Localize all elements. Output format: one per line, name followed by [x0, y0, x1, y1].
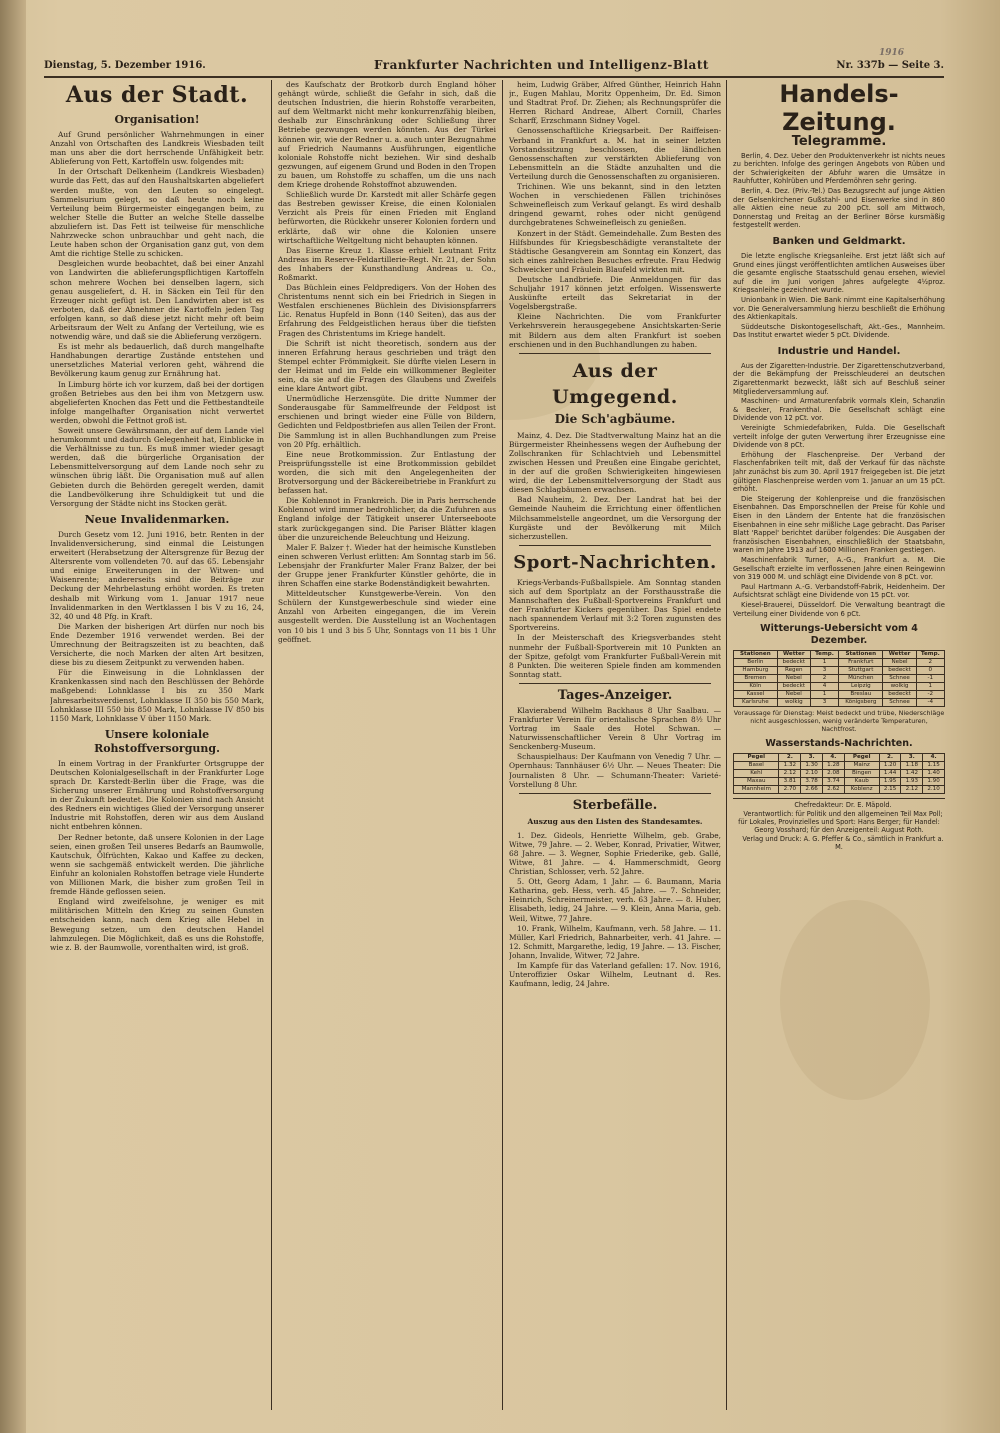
paragraph: Berlin, 4. Dez. (Priv.-Tel.) Das Bezugsrecht auf junge Aktien der Gelsenkirchener Gußstahl- und Eisenwerke sind in 860 alle Aktien eine neue zu 200 pCt. soll am Mittwoch, Donnerstag und Freitag an der Berliner Börse kursmäßig festgestellt werden.	[733, 186, 945, 230]
table-cell: Regen	[777, 667, 810, 675]
table-cell: 1.28	[822, 762, 844, 770]
table-cell: 2.08	[822, 770, 844, 778]
table-cell: 2.70	[779, 786, 801, 794]
table-cell: 1	[810, 659, 838, 667]
column-rule	[726, 80, 727, 1410]
divider	[519, 793, 711, 794]
divider	[519, 545, 711, 546]
divider	[519, 683, 711, 684]
column-rule	[502, 80, 503, 1410]
table-cell: Kehl	[734, 770, 779, 778]
paragraph: Durch Gesetz vom 12. Juni 1916, betr. Renten in der Invalidenversicherung, sind einmal die Leistungen erweitert (Herabsetzung der Altersgrenze für Bezug der Altersrente vom vollendeten 70. auf das 65. Lebensjahr und einige Erweiterungen in der Witwen- und Waisenrente; andererseits sind die Beiträge zur Deckung der Mehrbelastung erhöht worden. Es treten deshalb mit Wirkung vom 1. Januar 1917 neue Invalidenmarken in den Wertklassen I bis V zu 16, 24, 32, 40 und 48 Pfg. in Kraft.	[50, 529, 264, 621]
table-row	[734, 786, 945, 794]
binding-edge	[0, 0, 26, 1433]
table-cell: 2.62	[822, 786, 844, 794]
table-header-cell: 3.	[901, 754, 923, 762]
article-title: Organisation!	[114, 113, 200, 126]
paragraph: Desgleichen wurde beobachtet, daß bei einer Anzahl von Landwirten die ablieferungspflichtigen Kartoffeln schon mehrere Wochen bei denselben lagern, sich genau ausgeliefert, d. H. in Säcken ein Teil für den Erzeuger nicht gefügt ist. Den Landwirten aber ist es verboten, daß der Abnehmer die Kartoffeln jeden Tag erfolgen kann, so daß diese jetzt nicht mehr oft beim Arbeitsraum der Welt zu Anfang der Verteilung, wie es notwendig wäre, und daß sie die Ablieferung verzögern.	[50, 259, 264, 342]
paragraph: Mitteldeutscher Kunstgewerbe-Verein. Von den Schülern der Kunstgewerbeschule sind wieder eine Anzahl von Arbeiten eingegangen, die im Verein ausgestellt werden. Die Ausstellung ist an Wochentagen von 10 bis 1 und 3 bis 5 Uhr, Sonntags von 11 bis 1 Uhr geöffnet.	[278, 589, 496, 644]
paragraph: Deutsche Landbriefe. Die Anmeldungen für das Schuljahr 1917 können jetzt erfolgen. Wissenswerte Auskünfte erteilt das Sekretariat in der Vogelsbergstraße.	[509, 274, 721, 312]
table-cell: Schnee	[883, 675, 916, 683]
paragraph: Die Marken der bisherigen Art dürfen nur noch bis Ende Dezember 1916 verwendet werden. Bei der Umrechnung der Beitragszeiten ist zu beachten, daß Versicherte, die noch Marken der alten Art besitzen, diese bis zu diesem Zeitpunkt zu verwenden haben.	[50, 621, 264, 668]
table-cell: -4	[916, 699, 944, 707]
table-cell: Koblenz	[844, 786, 879, 794]
page-header	[44, 48, 944, 76]
paragraph: Kriegs-Verbands-Fußballspiele. Am Sonntag standen sich auf dem Sportplatz an der Forsthausstraße die Mannschaften des Fußball-Sportvereins Frankfurt und der Frankfurter Kickers gegenüber. Das Spiel endete nach spannendem Verlauf mit 3:2 Toren zugunsten des Sportvereins.	[509, 577, 721, 633]
paragraph: England wird zweifelsohne, je weniger es mit militärischen Mitteln den Krieg zu seinen Gunsten entscheiden kann, nach dem Krieg alle Hebel in Bewegung setzen, um den deutschen Handel lahmzulegen. Die Möglichkeit, daß es uns die Rohstoffe, wie z. B. der Baumwolle, vorenthalten wird, ist groß.	[50, 897, 264, 952]
banken-text	[733, 252, 945, 340]
water-title: Wasserstands-Nachrichten.	[765, 738, 913, 750]
column-4	[733, 80, 945, 1410]
table-header-cell: Wetter	[883, 651, 916, 659]
col2-intro	[278, 80, 496, 245]
masthead: Frankfurter Nachrichten und Intelligenz-Blatt	[374, 58, 709, 72]
paragraph: Verlag und Druck: A. G. Pfeffer & Co., sämtlich in Frankfurt a. M.	[742, 835, 944, 852]
paragraph: In Limburg hörte ich vor kurzem, daß bei der dortigen großen Betriebes aus den bei ihm von Metzgern usw. abgelieferten Knochen das Fett und die Fettbestandteile infolge mangelhafter Organisation nicht verwertet werden, obwohl die Fettnot groß ist.	[50, 379, 264, 425]
table-row	[734, 691, 945, 699]
table-row	[734, 683, 945, 691]
paragraph: Konzert in der Städt. Gemeindehalle. Zum Besten des Hilfsbundes für Kriegsbeschädigte veranstaltete der Städtische Gesangverein am Sonntag ein Konzert, das sich eines zahlreichen Besuches erfreute. Frau Hedwig Schweicker und Fräulein Blaufeld wirkten mit.	[509, 228, 721, 274]
page-number: Nr. 337b — Seite 3.	[836, 60, 944, 71]
table-cell: 1.18	[901, 762, 923, 770]
table-cell: 1.90	[923, 778, 945, 786]
table-cell: 1.40	[923, 770, 945, 778]
table-cell: 1	[916, 683, 944, 691]
table-cell: Stuttgart	[839, 667, 883, 675]
paragraph: Genossenschaftliche Kriegsarbeit. Der Raiffeisen-Verband in Frankfurt a. M. hat in seiner letzten Vorstandssitzung beschlossen, die ländlichen Genossenschaften zur verstärkten Ablieferung von Lebensmitteln an die Städte anzuhalten und die Verteilung durch die Genossenschaften zu organisieren.	[509, 126, 721, 181]
col3-intro	[509, 80, 721, 349]
table-header-row	[734, 651, 945, 659]
table-header-cell: 4.	[923, 754, 945, 762]
table-cell: Kassel	[734, 691, 778, 699]
paragraph: Klavierabend Wilhelm Backhaus 8 Uhr Saalbau. — Frankfurter Verein für orientalische Sprachen 8½ Uhr Vortrag im Saale des Hotel Schwan. — Naturwissenschaftlicher Verein 8 Uhr Vortrag im Senckenberg-Museum.	[509, 705, 721, 752]
paragraph: Soweit unsere Gewährsmann, der auf dem Lande viel herumkommt und dadurch Gelegenheit hat, Einblicke in die Verhältnisse zu tun. Es muß immer wieder gesagt werden, daß die bürgerliche Organisation der Lebensmittelversorgung auf dem Lande noch sehr zu wünschen übrig läßt. Die Organisation muß auf allen Gebieten durch die Behörden geregelt werden, damit die Landbevölkerung ihre Schuldigkeit tut und die Versorgung der Städte nicht ins Stocken gerät.	[50, 426, 264, 508]
table-cell: Nebel	[777, 691, 810, 699]
table-cell: 2	[810, 675, 838, 683]
table-row	[734, 699, 945, 707]
paragraph: Chefredakteur: Dr. E. Mäpold.	[794, 801, 892, 810]
paragraph: Die Kohlennot in Frankreich. Die in Paris herrschende Kohlennot wird immer bedrohlicher, da die Zufuhren aus England infolge der Tätigkeit unserer Unterseeboote stark zurückgegangen sind. Die Pariser Blätter klagen über die unzureichende Beleuchtung und Heizung.	[278, 496, 496, 542]
paragraph: Das Eiserne Kreuz 1. Klasse erhielt Leutnant Fritz Andreas im Reserve-Feldartillerie-Regt. Nr. 21, der Sohn des Inhabers der Kunsthandlung Andreas u. Co., Roßmarkt.	[278, 245, 496, 282]
paragraph: Maschinen- und Armaturenfabrik vormals Klein, Schanzlin & Becker, Frankenthal. Die Gesellschaft schlägt eine Dividende von 12 pCt. vor.	[733, 397, 945, 423]
table-cell: -2	[916, 691, 944, 699]
table-cell: Köln	[734, 683, 778, 691]
section-title-sport: Sport-Nachrichten.	[513, 551, 717, 573]
table-cell: Mainz	[844, 762, 879, 770]
table-cell: 3.74	[822, 778, 844, 786]
paragraph: Bad Nauheim, 2. Dez. Der Landrat hat bei der Gemeinde Nauheim die Errichtung einer öffentlichen Milchsammelstelle angeordnet, um die Versorgung der Kurgäste und der Bevölkerung mit Milch sicherzustellen.	[509, 495, 721, 541]
table-cell: 1.95	[879, 778, 901, 786]
table-cell: -1	[916, 675, 944, 683]
table-header-cell: Pegel	[734, 754, 779, 762]
paragraph: Auf Grund persönlicher Wahrnehmungen in einer Anzahl von Ortschaften des Landkreis Wiesbaden teilt man uns aber die dort herrschende Unfähigkeit betr. Ablieferung von Fett, Kartoffeln usw. folgendes mit:	[50, 130, 264, 167]
tages-text	[509, 706, 721, 789]
table-header-cell: Stationen	[839, 651, 883, 659]
table-cell: Mannheim	[734, 786, 779, 794]
table-cell: 2.66	[801, 786, 823, 794]
table-cell: 3	[810, 667, 838, 675]
table-row	[734, 770, 945, 778]
table-header-cell: Wetter	[777, 651, 810, 659]
table-cell: 4	[810, 683, 838, 691]
paragraph: Maler F. Balzer †. Wieder hat der heimische Kunstleben einen schweren Verlust erlitten: Am Sonntag starb im 56. Lebensjahr der Frankfurter Maler Franz Balzer, der bei der Gruppe jener Frankfurter Künstler gehörte, die in ihren Schaffen eine starke Bodenständigkeit bewahrten.	[278, 542, 496, 589]
paragraph: Kleine Nachrichten. Die vom Frankfurter Verkehrsverein herausgegebene Ansichtskarten-Serie mit Bildern aus dem alten Frankfurt ist soeben erschienen und in den Buchhandlungen zu haben.	[509, 312, 721, 349]
table-cell: Schnee	[883, 699, 916, 707]
table-cell: 0	[916, 667, 944, 675]
table-cell: Kaub	[844, 778, 879, 786]
table-row	[734, 778, 945, 786]
header-rule	[44, 76, 944, 78]
umgegend-text	[509, 431, 721, 541]
paragraph: Die Steigerung der Kohlenpreise und die französischen Eisenbahnen. Das Emporschnellen der Preise für Kohle und Eisen in den Ländern der Entente hat die französischen Eisenbahnen in eine sehr mißliche Lage gebracht. Das Pariser Blatt 'Rappel' berichtet darüber folgendes: Die Ausgaben der französischen Eisenbahnen, einschließlich der Staatsbahn, waren im Jahre 1913 auf 1600 Millionen Franken gestiegen.	[733, 494, 945, 555]
table-cell: 2.10	[801, 770, 823, 778]
table-cell: 1.32	[779, 762, 801, 770]
table-cell: 2.10	[923, 786, 945, 794]
paragraph: In der Meisterschaft des Kriegsverbandes steht nunmehr der Fußball-Sportverein mit 10 Punkten an der Spitze, gefolgt vom Frankfurter Fußball-Verein mit 8 Punkten. Die weiteren Spiele finden am kommenden Sonntag statt.	[509, 633, 721, 679]
table-cell: München	[839, 675, 883, 683]
industrie-text	[733, 362, 945, 618]
column-2	[278, 80, 496, 1410]
paragraph: Es ist mehr als bedauerlich, daß durch mangelhafte Handhabungen derartige Zustände entstehen und unersetzliches Material verloren geht, während die Bevölkerung kaum genug zur Ernährung hat.	[50, 342, 264, 379]
paragraph: Eine neue Brotkommission. Zur Entlastung der Preisprüfungsstelle ist eine Brotkommission gebildet worden, die sich mit den Angelegenheiten der Brotversorgung und der Bäckereibetriebe in Frankfurt zu befassen hat.	[278, 449, 496, 496]
table-cell: 3	[810, 699, 838, 707]
table-row	[734, 659, 945, 667]
table-header-cell: Temp.	[810, 651, 838, 659]
paragraph: In einem Vortrag in der Frankfurter Ortsgruppe der Deutschen Kolonialgesellschaft in der Frankfurter Loge sprach Dr. Karstedt-Berlin über die Frage, was die Sicherung unserer Ernährung und Rohstoffversorgung in der Zukunft bedeutet. Die Kolonien sind nach Ansicht des Redners ein wichtiges Glied der Versorgung unserer Industrie mit Rohstoffen, deren wir aus dem Ausland nicht entbehren können.	[50, 758, 264, 832]
table-cell: Karlsruhe	[734, 699, 778, 707]
paragraph: Süddeutsche Diskontogesellschaft, Akt.-Ges., Mannheim. Das Institut erwartet wieder 5 pCt. Dividende.	[733, 322, 945, 340]
sport-text	[509, 578, 721, 679]
table-cell: 1.20	[879, 762, 901, 770]
table-cell: Königsberg	[839, 699, 883, 707]
table-cell: Nebel	[777, 675, 810, 683]
handels-zeitung-title: Handels-Zeitung.	[779, 80, 899, 136]
divider	[519, 353, 711, 354]
table-cell: Leipzig	[839, 683, 883, 691]
table-cell: wolkig	[883, 683, 916, 691]
paragraph: Kiesel-Brauerei, Düsseldorf. Die Verwaltung beantragt die Verteilung einer Dividende von 6 pCt.	[733, 600, 945, 618]
column-rule	[271, 80, 272, 1410]
paragraph: des Kaufschatz der Brotkorb durch England höher gehängt würde, schließt die Gefahr in sich, daß die deutschen Industrien, die hierin Rohstoffe verarbeiten, auf dem Weltmarkt nicht mehr konkurrenzfähig bleiben, deshalb zur Einschränkung oder Schließung ihrer Betriebe gezwungen werden könnten. Aus der Türkei können wir, wie der Redner u. a. auch unter Bezugnahme auf Friedrich Naumanns Ausführungen, eigentliche koloniale Rohstoffe nicht beziehen. Wir sind deshalb gezwungen, auf eigenem Grund und Boden in den Tropen zu bauen, um Rohstoffe zu schaffen, um die uns nach dem Kriege drohende Rohstoffnot abzuwenden.	[278, 80, 496, 190]
table-header-cell: 3.	[801, 754, 823, 762]
imprint	[733, 798, 945, 851]
section-title-umgegend: Aus der Umgegend.	[552, 359, 678, 408]
table-cell: 2.12	[901, 786, 923, 794]
telegramme-text	[733, 152, 945, 230]
header-date: Dienstag, 5. Dezember 1916.	[44, 60, 206, 71]
tages-anzeiger-title: Tages-Anzeiger.	[557, 687, 673, 703]
paragraph: Die letzte englische Kriegsanleihe. Erst jetzt läßt sich auf Grund eines jüngst veröffentlichten amtlichen Ausweises über die gesamte englische Staatsschuld genau ersehen, wieviel auf die im Juni vorigen Jahres aufgelegte 4½proz. Kriegsanleihe gezeichnet wurde.	[733, 251, 945, 295]
column-3	[509, 80, 721, 1410]
paragraph: heim, Ludwig Gräber, Alfred Günther, Heinrich Hahn jr., Eugen Mahlau, Moritz Oppenheim, Dr. Ed. Simon und Stadtrat Prof. Dr. Ziehen; als Rechnungsprüfer die Herren Richard Andreae, Albert Cornill, Charles Scharff, Erzschmann Sidney Vogel.	[509, 80, 721, 126]
sterbe-text	[509, 831, 721, 989]
col2-articles	[278, 246, 496, 644]
table-header-cell: 2.	[779, 754, 801, 762]
paragraph: Vereinigte Schmiedefabriken, Fulda. Die Gesellschaft verteilt infolge der guten Verwertung ihrer Erzeugnisse eine Dividende von 8 pCt.	[733, 424, 945, 450]
table-cell: 2.12	[779, 770, 801, 778]
paragraph: Schließlich wurde Dr. Karstedt mit aller Schärfe gegen das Bestreben gewisser Kreise, die einen Kolonialen Verzicht als Preis für einen Frieden mit England befürworten, die Rückkehr unserer Kolonien fordern und erklärte, daß wir ohne die Kolonien unsere wirtschaftliche Weltgeltung nicht behaupten können.	[278, 190, 496, 245]
column-1	[50, 80, 264, 1410]
banken-title: Banken und Geldmarkt.	[772, 235, 906, 247]
table-cell: Basel	[734, 762, 779, 770]
pencil-note: 1916	[878, 48, 904, 58]
table-cell: 1.42	[901, 770, 923, 778]
table-cell: Hamburg	[734, 667, 778, 675]
paragraph: Verantwortlich: für Politik und den allgemeinen Teil Max Poll; für Lokales, Provinzielles und Sport: Hans Berger; für Handel: Georg Vosshard; für den Anzeigenteil: August Roth.	[738, 810, 943, 835]
table-cell: Breslau	[839, 691, 883, 699]
paragraph: Paul Hartmann A.-G. Verbandstoff-Fabrik, Heidenheim. Der Aufsichtsrat schlägt eine Dividende von 15 pCt. vor.	[733, 582, 945, 600]
paragraph: Erhöhung der Flaschenpreise. Der Verband der Flaschenfabriken teilt mit, daß der Verkauf für das nächste Jahr zunächst bis zum 30. April 1917 freigegeben ist. Die jetzt gültigen Flaschenpreise werden vom 1. Januar an um 15 pCt. erhöht.	[733, 450, 945, 494]
table-header-row	[734, 754, 945, 762]
table-row	[734, 667, 945, 675]
table-cell: 3.81	[779, 778, 801, 786]
col1-articles	[50, 113, 264, 952]
table-header-cell: Temp.	[916, 651, 944, 659]
paragraph: In der Ortschaft Delkenheim (Landkreis Wiesbaden) wurde das Fett, das auf den Haushaltskarten abgeliefert werden mußte, von den Leuten so eingelegt. Sammelsurium gelegt, so daß heute noch keine Verteilung beim Bürgermeister eingegangen beim, zu welcher Stelle die Butter an welche Stelle dasselbe abzuliefern ist. Das Fett ist teilweise für menschliche Nahrzwecke schon unbrauchbar und geht nach, die Leute haben schon der Organisation ganz gut, von dem Amt die richtige Stelle zu schicken.	[50, 167, 264, 259]
paragraph: Unionbank in Wien. Die Bank nimmt eine Kapitalserhöhung vor. Die Generalversammlung hierzu beschließt die Erhöhung des Aktienkapitals.	[733, 295, 945, 322]
paragraph: Der Redner betonte, daß unsere Kolonien in der Lage seien, einen großen Teil unseres Bedarfs an Baumwolle, Kautschuk, Ölfrüchten, Kakao und Kaffee zu decken, wenn sie sachgemäß entwickelt werden. Die jährliche Einfuhr an kolonialen Rohstoffen betrage viele Hunderte von Millionen Mark, die bisher zum großen Teil in fremde Hände geflossen seien.	[50, 832, 264, 897]
paragraph: Die Schrift ist nicht theoretisch, sondern aus der inneren Erfahrung heraus geschrieben und trägt den Stempel echter Frömmigkeit. Sie dürfte vielen Lesern in der Heimat und im Felde ein willkommener Begleiter sein, da sie auf die Fragen des Glaubens und Zweifels eine klare Antwort gibt.	[278, 338, 496, 394]
telegramme-subtitle: Telegramme.	[791, 134, 887, 149]
table-cell: bedeckt	[883, 667, 916, 675]
paragraph: Das Büchlein eines Feldpredigers. Von der Hohen des Christentums nennt sich ein bei Friedrich in Siegen in Westfalen erschienenes Büchlein des Divisionspfarrers Lic. Renatus Hupfeld in Bonn (140 Seiten), das aus der Erfahrung des Feldgeistlichen heraus über die tiefsten Fragen des Christentums im Kriege handelt.	[278, 283, 496, 338]
paragraph: Trichinen. Wie uns bekannt, sind in den letzten Wochen in verschiedenen Fällen trichinöses Schweinefleisch zum Verkauf gelangt. Es wird deshalb dringend gewarnt, rohes oder nicht genügend durchgebratenes Schweinefleisch zu genießen.	[509, 182, 721, 228]
weather-forecast: Voraussage für Dienstag: Meist bedeckt und trübe, Niederschläge nicht ausgeschlossen, wenig veränderte Temperaturen, Nachtfrost.	[733, 709, 945, 734]
table-cell: 2	[916, 659, 944, 667]
table-cell: Frankfurt	[839, 659, 883, 667]
paragraph: Maschinenfabrik Turner, A.-G., Frankfurt a. M. Die Gesellschaft erzielte im verflossenen Jahre einen Reingewinn von 319 000 M. und schlägt eine Dividende von 8 pCt. vor.	[733, 555, 945, 582]
table-header-cell: 2.	[879, 754, 901, 762]
sterbefaelle-title: Sterbefälle.	[572, 797, 658, 813]
article-title: Unsere koloniale Rohstoffversorgung.	[94, 727, 220, 755]
table-cell: 2.15	[879, 786, 901, 794]
table-cell: Berlin	[734, 659, 778, 667]
paragraph: Schauspielhaus: Der Kaufmann von Venedig 7 Uhr. — Opernhaus: Tannhäuser 6½ Uhr. — Neues Theater: Die Journalisten 8 Uhr. — Schumann-Theater: Varieté-Vorstellung 8 Uhr.	[509, 752, 721, 789]
table-cell: 3.78	[801, 778, 823, 786]
section-title-aus-der-stadt: Aus der Stadt.	[65, 82, 249, 108]
table-cell: 1.44	[879, 770, 901, 778]
table-cell: Bingen	[844, 770, 879, 778]
table-cell: wolkig	[777, 699, 810, 707]
weather-table	[733, 650, 945, 707]
paragraph: 1. Dez. Gideols, Henriette Wilhelm, geb. Grabe, Witwe, 79 Jahre. — 2. Weber, Konrad, Privatier, Witwer, 68 Jahre. — 3. Wegner, Sophie Friederike, geb. Gallé, Witwe, 81 Jahre. — 4. Hammerschmidt, Georg Christian, Schlosser, verh. 52 Jahre.	[509, 830, 721, 877]
article-title: Neue Invalidenmarken.	[84, 512, 230, 526]
subsection-title: Die Sch'agbäume.	[554, 411, 676, 426]
paragraph: Im Kampfe für das Vaterland gefallen: 17. Nov. 1916, Unteroffizier Oskar Wilhelm, Leutnant d. Res. Kaufmann, ledig, 24 Jahre.	[509, 961, 721, 989]
table-row	[734, 675, 945, 683]
paragraph: Berlin, 4. Dez. Ueber den Produktenverkehr ist nichts neues zu berichten. Infolge des geringen Angebots von Rüben und der Schwierigkeiten der Abfuhr waren die Umsätze in Rauhfutter, Kohlrüben und Pferdemöhren sehr gering.	[733, 151, 945, 186]
table-cell: 1.15	[923, 762, 945, 770]
table-cell: bedeckt	[883, 691, 916, 699]
table-header-cell: 4.	[822, 754, 844, 762]
table-cell: Maxau	[734, 778, 779, 786]
paragraph: Unermüdliche Herzensgüte. Die dritte Nummer der Sonderausgabe für Sammelfreunde der Feldpost ist erschienen und bringt wieder eine Fülle von Bildern, Gedichten und Feldpostbriefen aus allen Teilen der Front. Die Sammlung ist in allen Buchhandlungen zum Preise von 20 Pfg. erhältlich.	[278, 394, 496, 449]
table-cell: 1	[810, 691, 838, 699]
table-row	[734, 762, 945, 770]
weather-title: Witterungs-Uebersicht vom 4 Dezember.	[760, 623, 918, 647]
table-cell: bedeckt	[777, 659, 810, 667]
table-cell: bedeckt	[777, 683, 810, 691]
table-cell: 1.30	[801, 762, 823, 770]
paragraph: Für die Einweisung in die Lohnklassen der Krankenkassen sind nach den Beschlüssen der Behörde maßgebend: Lohnklasse I bis zu 350 Mark Jahresarbeitsverdienst, Lohnklasse II 350 bis 550 Mark, Lohnklasse III 550 bis 850 Mark, Lohnklasse IV 850 bis 1150 Mark, Lohnklasse V über 1150 Mark.	[50, 668, 264, 723]
table-cell: Bremen	[734, 675, 778, 683]
table-header-cell: Pegel	[844, 754, 879, 762]
sterbefaelle-subtitle: Auszug aus den Listen des Standesamtes.	[527, 816, 703, 826]
paragraph: Aus der Zigaretten-Industrie. Der Zigarettenschutzverband, der die Bekämpfung der Preisschleuderei an deutschen Zigarettenmarkt bezweckt, läßt sich auf Beschluß seiner Mitgliederversammlung auf.	[733, 361, 945, 396]
industrie-title: Industrie und Handel.	[777, 345, 901, 357]
table-cell: 1.93	[901, 778, 923, 786]
table-header-cell: Stationen	[734, 651, 778, 659]
water-table	[733, 753, 945, 794]
table-cell: Nebel	[883, 659, 916, 667]
paragraph: 10. Frank, Wilhelm, Kaufmann, verh. 58 Jahre. — 11. Müller, Karl Friedrich, Bahnarbeiter, verh. 41 Jahre. — 12. Schmitt, Margarethe, ledig, 19 Jahre. — 13. Fischer, Johann, Invalide, Witwer, 72 Jahre.	[509, 923, 721, 960]
paragraph: 5. Ott, Georg Adam, 1 Jahr. — 6. Baumann, Maria Katharina, geb. Hess, verh. 45 Jahre. — 7. Schneider, Heinrich, Schreinermeister, verh. 63 Jahre. — 8. Huber, Elisabeth, ledig, 24 Jahre. — 9. Klein, Anna Maria, geb. Weil, Witwe, 77 Jahre.	[509, 877, 721, 923]
paragraph: Mainz, 4. Dez. Die Stadtverwaltung Mainz hat an die Bürgermeister Rheinhessens wegen der Aufhebung der Zollschranken für Schlachtvieh und Lebensmittel zwischen Hessen und Preußen eine Eingabe gerichtet, in der auf die großen Schwierigkeiten hingewiesen wird, die der Lebensmittelversorgung der Stadt aus diesen Schlagbäumen erwachsen.	[509, 430, 721, 495]
